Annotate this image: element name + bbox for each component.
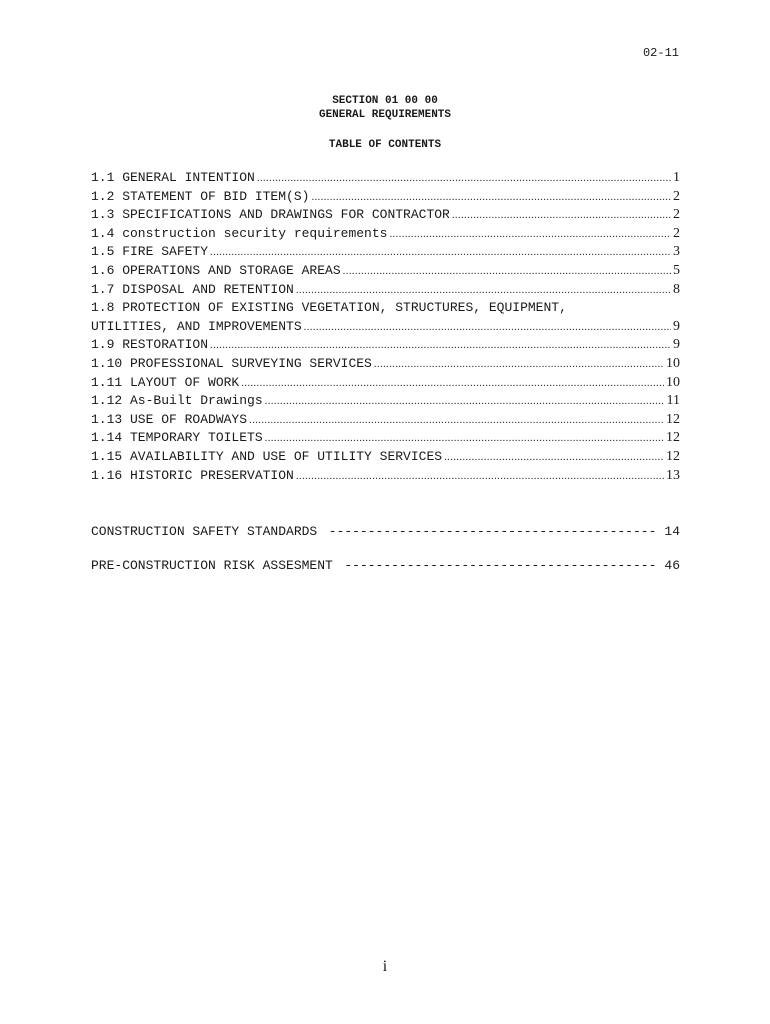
toc-entry-text: 1.13 USE OF ROADWAYS	[91, 411, 248, 427]
dot-leader	[241, 374, 664, 393]
table-of-contents	[91, 169, 680, 485]
dot-leader	[210, 336, 671, 355]
toc-entry-page: 5	[673, 262, 680, 278]
toc-entry-page: 8	[673, 281, 680, 297]
extra-entry[interactable]	[91, 522, 680, 542]
extra-entry-page: 46	[664, 558, 680, 573]
toc-entry-page: 12	[666, 430, 680, 446]
toc-entry-page: 3	[673, 244, 680, 260]
toc-entry-text: 1.2 STATEMENT OF BID ITEM(S)	[91, 188, 310, 204]
dot-leader	[444, 448, 664, 467]
toc-entry[interactable]	[91, 169, 680, 188]
dot-leader	[304, 318, 671, 337]
dot-leader	[311, 188, 671, 207]
toc-entry[interactable]	[91, 318, 680, 337]
toc-entry-page: 2	[673, 225, 680, 241]
dot-leader	[265, 429, 664, 448]
toc-entry-text: 1.8 PROTECTION OF EXISTING VEGETATION, STRUCTURES, EQUIPMENT,	[91, 300, 567, 316]
dot-leader	[389, 225, 671, 244]
additional-sections	[91, 522, 680, 590]
toc-entry[interactable]	[91, 355, 680, 374]
extra-entry-page: 14	[664, 524, 680, 539]
toc-entry-text: 1.6 OPERATIONS AND STORAGE AREAS	[91, 262, 341, 278]
toc-entry-text: 1.12 As-Built Drawings	[91, 393, 263, 409]
toc-entry-text: 1.11 LAYOUT OF WORK	[91, 374, 240, 390]
toc-entry-text: 1.3 SPECIFICATIONS AND DRAWINGS FOR CONTRACTOR	[91, 207, 450, 223]
dash-leader	[343, 556, 657, 576]
toc-entry[interactable]	[91, 243, 680, 262]
toc-entry-page: 12	[666, 448, 680, 464]
toc-entry-page: 12	[666, 411, 680, 427]
section-number: SECTION 01 00 00	[332, 95, 438, 107]
dot-leader	[374, 355, 664, 374]
toc-entry[interactable]	[91, 188, 680, 207]
extra-entry-text: PRE-CONSTRUCTION RISK ASSESMENT	[91, 558, 333, 573]
dot-leader	[257, 169, 671, 188]
toc-entry-text: 1.4 construction security requirements	[91, 225, 388, 241]
toc-entry-page: 13	[666, 467, 680, 483]
toc-entry-text: 1.7 DISPOSAL AND RETENTION	[91, 281, 294, 297]
toc-entry-text: 1.10 PROFESSIONAL SURVEYING SERVICES	[91, 355, 372, 371]
toc-entry[interactable]	[91, 262, 680, 281]
dot-leader	[343, 262, 671, 281]
toc-entry-page: 9	[673, 318, 680, 334]
toc-entry-page: 11	[666, 393, 680, 409]
toc-entry[interactable]	[91, 448, 680, 467]
toc-title: TABLE OF CONTENTS	[328, 139, 442, 151]
toc-entry-text: 1.9 RESTORATION	[91, 337, 209, 353]
toc-entry-text: 1.14 TEMPORARY TOILETS	[91, 430, 263, 446]
toc-entry-text: 1.16 HISTORIC PRESERVATION	[91, 467, 294, 483]
dot-leader	[452, 206, 671, 225]
toc-entry-text: 1.1 GENERAL INTENTION	[91, 170, 255, 185]
toc-entry[interactable]	[91, 206, 680, 225]
toc-entry[interactable]	[91, 336, 680, 355]
toc-entry-text: UTILITIES, AND IMPROVEMENTS	[91, 318, 302, 334]
toc-entry-page: 10	[666, 355, 680, 371]
page-number: i	[382, 958, 388, 975]
dash-leader	[327, 522, 656, 542]
dot-leader	[296, 281, 671, 300]
toc-entry[interactable]	[91, 392, 680, 411]
section-title: GENERAL REQUIREMENTS	[318, 109, 452, 121]
toc-entry-page: 1	[673, 170, 680, 185]
toc-entry[interactable]	[91, 225, 680, 244]
extra-entry[interactable]	[91, 556, 680, 576]
dot-leader	[296, 467, 664, 486]
toc-entry[interactable]	[91, 467, 680, 486]
dot-leader	[210, 243, 671, 262]
extra-entry-text: CONSTRUCTION SAFETY STANDARDS	[91, 524, 318, 539]
toc-entry[interactable]	[91, 429, 680, 448]
toc-entry-page: 2	[673, 207, 680, 223]
toc-entry-text: 1.15 AVAILABILITY AND USE OF UTILITY SERVICES	[91, 448, 443, 464]
toc-entry-page: 9	[673, 337, 680, 353]
toc-entry[interactable]	[91, 281, 680, 300]
toc-entry-line1[interactable]	[91, 299, 680, 318]
toc-entry-text: 1.5 FIRE SAFETY	[91, 244, 209, 260]
toc-entry[interactable]	[91, 374, 680, 393]
toc-entry-page: 10	[666, 374, 680, 390]
toc-entry-page: 2	[673, 188, 680, 204]
document-code: 02-11	[642, 46, 679, 60]
toc-entry[interactable]	[91, 411, 680, 430]
dot-leader	[249, 411, 664, 430]
dot-leader	[265, 392, 665, 411]
section-heading	[0, 94, 770, 152]
